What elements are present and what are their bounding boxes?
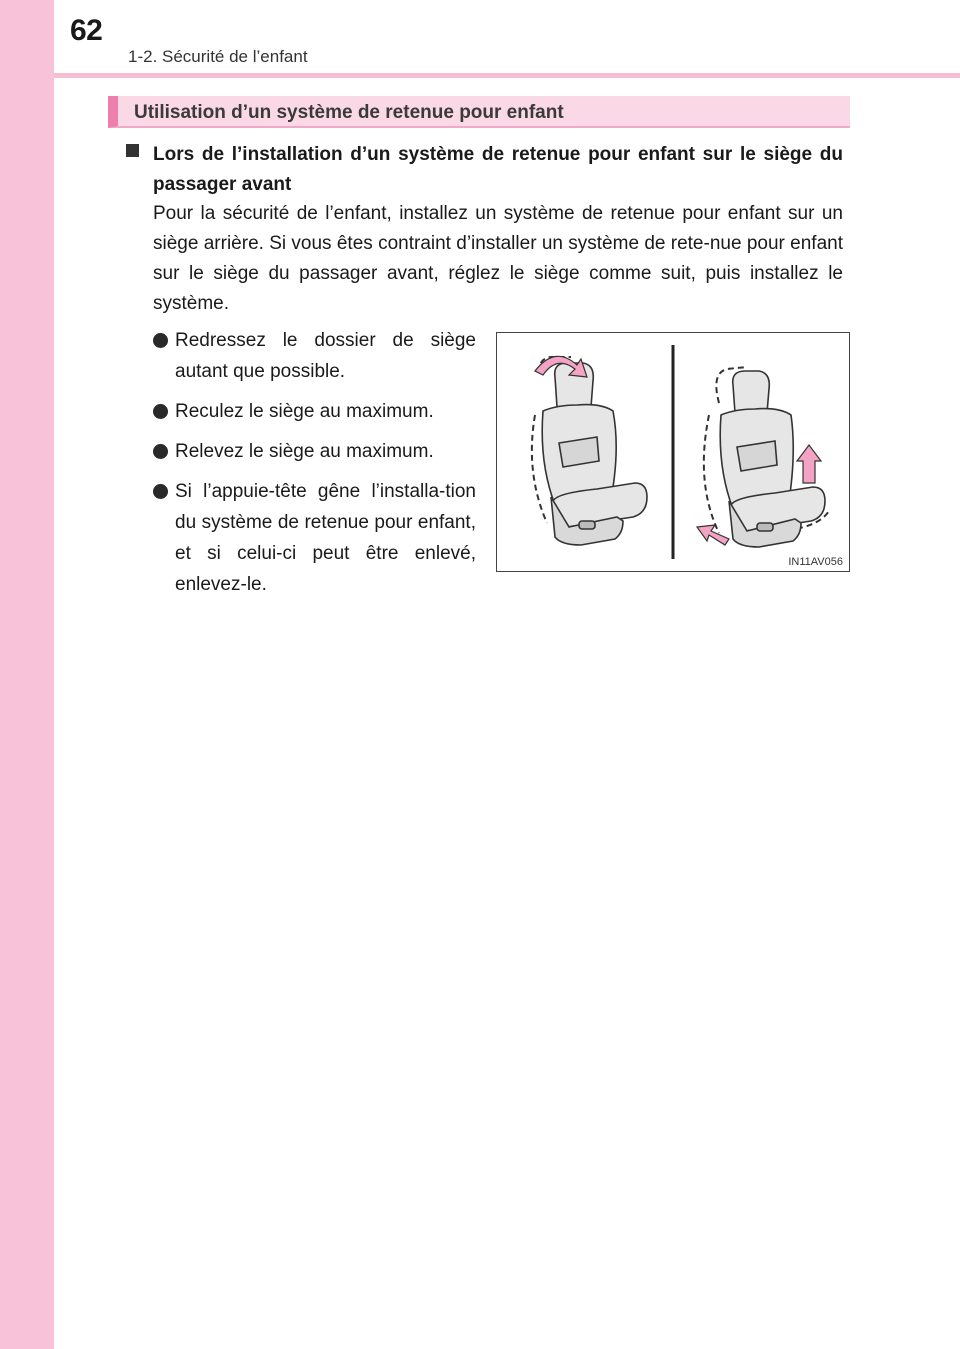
list-item — [153, 476, 476, 600]
seat-illustration — [497, 333, 849, 571]
header-rule — [54, 73, 960, 78]
page-sidebar — [0, 0, 54, 1349]
list-item — [153, 325, 476, 387]
section-header — [108, 96, 850, 128]
list-item — [153, 396, 476, 427]
bullet-dot-icon — [153, 484, 168, 499]
section-title: Utilisation d’un système de retenue pour enfant — [134, 102, 564, 123]
bullet-dot-icon — [153, 404, 168, 419]
list-item — [153, 436, 476, 467]
list-item-text: Relevez le siège au maximum. — [175, 441, 434, 462]
list-item-text: Reculez le siège au maximum. — [175, 401, 434, 422]
bullet-dot-icon — [153, 333, 168, 348]
figure-code: IN11AV056 — [788, 556, 843, 568]
instruction-list — [153, 325, 476, 609]
seat-left-icon — [532, 357, 647, 545]
list-item-text: Redressez le dossier de siège autant que possible. — [175, 330, 476, 382]
page-number: 62 — [70, 14, 103, 47]
chapter-title: 1-2. Sécurité de l’enfant — [128, 47, 308, 66]
list-item-text: Si l’appuie-tête gêne l’installa-tion du système de retenue pour enfant, et si celui-ci peut être enlevé, enlevez-le. — [175, 481, 476, 595]
seat-adjustment-figure — [496, 332, 850, 572]
square-bullet-icon — [126, 144, 139, 157]
raise-arrow-icon — [797, 445, 821, 483]
subheading: Lors de l’installation d’un système de retenue pour enfant sur le siège du passager avant — [153, 144, 843, 195]
body-paragraph: Pour la sécurité de l’enfant, installez un système de retenue pour enfant sur un siège arrière. Si vous êtes contraint d’installer un système de rete-nue pour enfant sur le siège du passager avant, réglez le siège comme suit, puis installez le système. — [153, 203, 843, 314]
slide-back-arrow-icon — [697, 525, 729, 545]
bullet-dot-icon — [153, 444, 168, 459]
